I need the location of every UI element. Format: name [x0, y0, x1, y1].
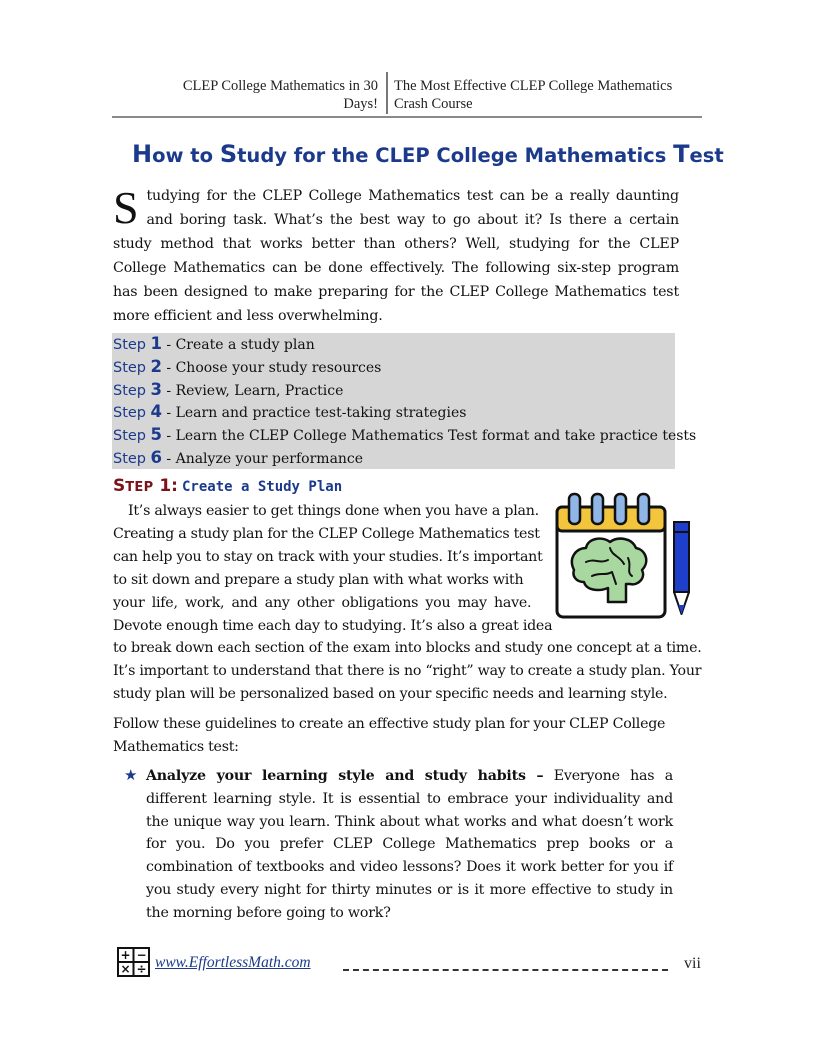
step1-line: Creating a study plan for the CLEP College Mathematics test — [113, 526, 540, 542]
step1-line: It’s always easier to get things done when you have a plan. — [128, 503, 539, 519]
header-left-line2: Days! — [343, 96, 378, 112]
header-right-line1: The Most Effective CLEP College Mathematics — [394, 78, 673, 94]
page-title: How to Study for the CLEP College Mathematics Test — [132, 140, 724, 168]
star-bullet-icon: ★ — [124, 766, 138, 784]
header-left-line1: CLEP College Mathematics in 30 — [182, 78, 378, 94]
step1-line: your life, work, and any other obligations you may have. — [113, 595, 532, 611]
header-right-line2: Crash Course — [394, 96, 473, 112]
plus-sign: + — [120, 948, 131, 962]
intro-text: tudying for the CLEP College Mathematics test can be a really daunting and boring task. What’s the best way to go about it? Is there a certain study method that works better than others? Well, studying for the CLEP College Mathematics can be done effectively. The following six-step program has been designed to make preparing for the CLEP College Mathematics test more efficient and less overwhelming. — [113, 188, 679, 324]
step1-line: It’s important to understand that there is no “right” way to create a study plan. Your — [113, 663, 702, 679]
pencil-icon — [674, 522, 689, 614]
step1-heading: STEP 1: Create a Study Plan — [113, 476, 343, 496]
website-link[interactable]: www.EffortlessMath.com — [155, 954, 311, 971]
divide-sign: ÷ — [136, 962, 147, 976]
header-subtitle — [394, 77, 704, 113]
times-sign: × — [120, 962, 131, 976]
step-item: Step 4 - Learn and practice test-taking strategies — [113, 402, 467, 422]
step1-line: to break down each section of the exam into blocks and study one concept at a time. — [113, 640, 702, 656]
intro-paragraph — [113, 184, 679, 328]
minus-sign: − — [136, 948, 147, 962]
bullet-paragraph: Analyze your learning style and study habits – Everyone has a different learning style. It is essential to embrace your individuality and the unique way you learn. Think about what works and what doesn’t work for you. Do you prefer CLEP College Mathematics prep books or a combination of textbooks and video lessons? Does it work better for you if you study every night for thirty minutes or is it more effective to study in the morning before going to work? — [146, 768, 673, 921]
footer-dashed-rule — [343, 969, 668, 971]
bullet-heading: Analyze your learning style and study habits – — [146, 768, 544, 784]
header-book-title — [120, 77, 378, 113]
step-item: Step 2 - Choose your study resources — [113, 356, 382, 376]
step-item: Step 3 - Review, Learn, Practice — [113, 379, 344, 399]
steps-list — [112, 333, 697, 469]
step1-line: to sit down and prepare a study plan with what works with — [113, 572, 524, 588]
header-divider — [386, 72, 388, 114]
step-item: Step 6 - Analyze your performance — [113, 447, 364, 467]
calendar-brain-icon — [552, 492, 697, 627]
step1-line: study plan will be personalized based on your specific needs and learning style. — [113, 686, 668, 702]
step-item: Step 1 - Create a study plan — [113, 334, 315, 353]
math-operations-icon — [117, 947, 150, 977]
step1-line: can help you to stay on track with your studies. It’s important — [113, 549, 543, 565]
guidelines-line: Mathematics test: — [113, 739, 239, 755]
header-rule — [112, 116, 702, 118]
guidelines-line: Follow these guidelines to create an effective study plan for your CLEP College — [113, 716, 666, 732]
drop-cap: S — [113, 182, 139, 233]
step1-line: Devote enough time each day to studying. It’s also a great idea — [113, 618, 553, 634]
page-number: vii — [684, 955, 701, 972]
step-item: Step 5 - Learn the CLEP College Mathematics Test format and take practice tests — [113, 425, 697, 445]
